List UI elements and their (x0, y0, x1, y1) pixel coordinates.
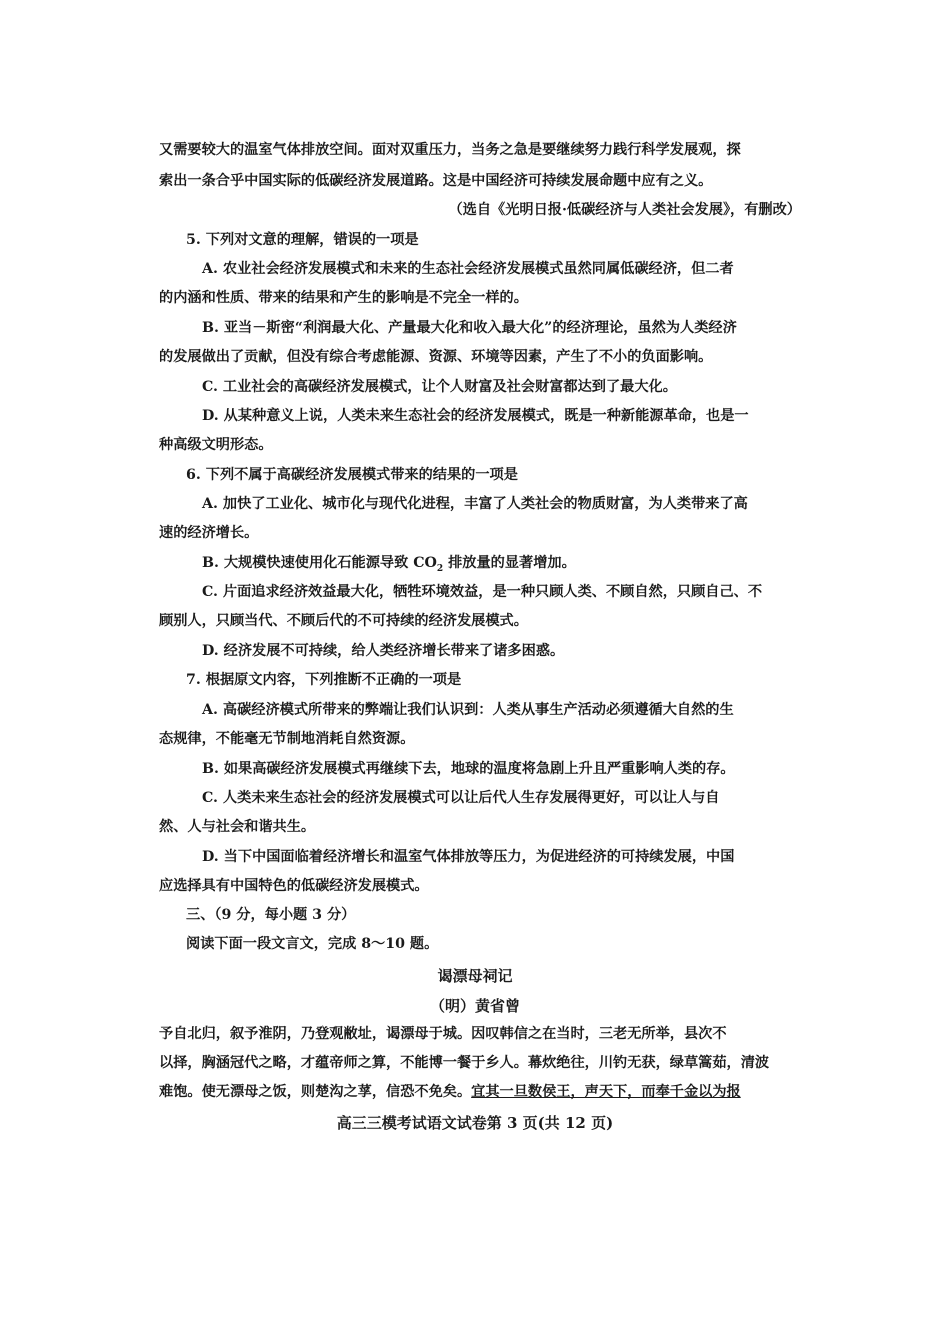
q7-option-c-cont: 然、人与社会和谐共生。 (159, 819, 316, 835)
q5-option-d-cont: 种高级文明形态。 (159, 437, 273, 453)
q5-option-c: C. 工业社会的高碳经济发展模式，让个人财富及社会财富都达到了最大化。 (202, 379, 677, 395)
q6-option-b-text-end: 排放量的显著增加。 (443, 555, 576, 571)
q7-option-a-cont: 态规律，不能毫无节制地消耗自然资源。 (159, 731, 415, 747)
q7-option-d-cont: 应选择具有中国特色的低碳经济发展模式。 (159, 878, 429, 894)
q7-option-b: B. 如果高碳经济发展模式再继续下去，地球的温度将急剧上升且严重影响人类的存。 (202, 761, 735, 777)
q7-option-d: D. 当下中国面临着经济增长和温室气体排放等压力，为促进经济的可持续发展，中国 (202, 849, 735, 865)
passage-line: 索出一条合乎中国实际的低碳经济发展道路。这是中国经济可持续发展命题中应有之义。 (159, 173, 713, 189)
classical-text-line: 以择，胸涵冠代之略，才蕴帝师之算，不能博一餐于乡人。幕炊绝往，川钓无获，绿草篙茹，清波 (159, 1055, 770, 1071)
section-3-heading: 三、（9 分，每小题 3 分） (186, 907, 356, 923)
q6-option-a: A. 加快了工业化、城市化与现代化进程，丰富了人类社会的物质财富，为人类带来了高 (202, 496, 748, 512)
question-7-stem: 7. 根据原文内容，下列推断不正确的一项是 (186, 672, 462, 688)
q5-option-a: A. 农业社会经济发展模式和未来的生态社会经济发展模式虽然同属低碳经济，但二者 (202, 261, 734, 277)
classical-text-plain: 难饱。使无漂母之饭，则楚沟之莩，信恐不免矣。 (159, 1084, 472, 1100)
co2-subscript: 2 (436, 563, 444, 574)
q5-option-b: B. 亚当－斯密“利润最大化、产量最大化和收入最大化”的经济理论，虽然为人类经济 (202, 320, 737, 336)
classical-text-line: 予自北归，叙予淮阴，乃登观敝址，谒漂母于城。因叹韩信之在当时，三老无所举，县次不 (159, 1026, 727, 1042)
passage-source: （选自《光明日报·低碳经济与人类社会发展》，有删改） (448, 202, 801, 218)
q6-option-a-cont: 速的经济增长。 (159, 525, 259, 541)
q6-option-d: D. 经济发展不可持续，给人类经济增长带来了诸多困惑。 (202, 643, 565, 659)
q6-option-b (202, 553, 576, 579)
q7-option-a: A. 高碳经济模式所带来的弊端让我们认识到：人类从事生产活动必须遵循大自然的生 (202, 702, 734, 718)
classical-text-author: （明）黄省曾 (429, 997, 520, 1015)
classical-text-title: 谒漂母祠记 (437, 967, 513, 985)
question-6-stem: 6. 下列不属于高碳经济发展模式带来的结果的一项是 (186, 467, 518, 483)
classical-text-underlined: 宜其一旦数侯王，声天下，而奉千金以为报 (471, 1084, 741, 1100)
section-3-instruction: 阅读下面一段文言文，完成 8～10 题。 (186, 936, 439, 952)
q6-option-c-cont: 顾别人，只顾当代、不顾后代的不可持续的经济发展模式。 (159, 613, 528, 629)
q7-option-c: C. 人类未来生态社会的经济发展模式可以让后代人生存发展得更好，可以让人与自 (202, 790, 720, 806)
q6-option-b-text: B. 大规模快速使用化石能源导致 CO (202, 555, 437, 571)
classical-text-line (159, 1082, 741, 1102)
q5-option-a-cont: 的内涵和性质、带来的结果和产生的影响是不完全一样的。 (159, 290, 528, 306)
q6-option-c: C. 片面追求经济效益最大化，牺牲环境效益，是一种只顾人类、不顾自然，只顾自己、不 (202, 584, 763, 600)
page-footer: 高三三模考试语文试卷第 3 页(共 12 页) (336, 1114, 614, 1132)
q5-option-d: D. 从某种意义上说，人类未来生态社会的经济发展模式，既是一种新能源革命，也是一 (202, 408, 749, 424)
q5-option-b-cont: 的发展做出了贡献，但没有综合考虑能源、资源、环境等因素，产生了不小的负面影响。 (159, 349, 713, 365)
question-5-stem: 5. 下列对文意的理解，错误的一项是 (186, 232, 419, 248)
passage-line: 又需要较大的温室气体排放空间。面对双重压力，当务之急是要继续努力践行科学发展观，探 (159, 142, 741, 158)
